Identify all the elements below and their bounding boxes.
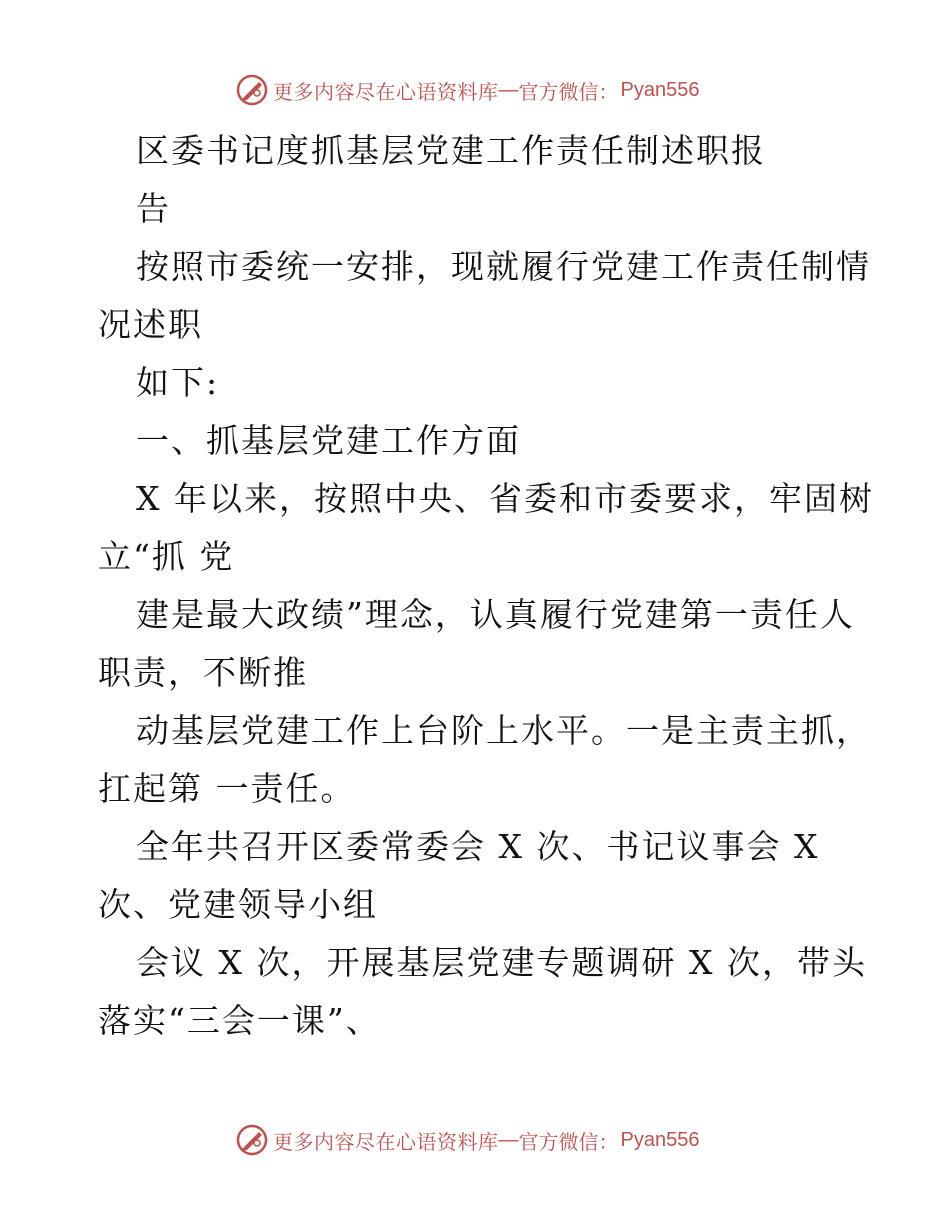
watermark-dash: — (498, 1128, 519, 1151)
watermark-wechat-label: 官方微信： (518, 79, 619, 104)
paragraph-line: 落实“三会一课”、 (98, 1001, 381, 1040)
paragraph-line: 扛起第 一责任。 (98, 769, 356, 808)
watermark-wechat-id: Pyan556 (620, 1128, 700, 1151)
paragraph-line: 职责，不断推 (98, 653, 308, 692)
header-watermark (235, 72, 699, 108)
document-body (98, 122, 874, 1050)
paragraph-line: 如下: (136, 363, 220, 402)
document-title-line-1: 区委书记度抓基层党建工作责任制述职报 (136, 131, 766, 170)
paragraph-line: 立“抓 党 (98, 537, 235, 576)
paragraph-line: 动基层党建工作上台阶上水平。一是主责主抓， (136, 711, 871, 750)
document-title-line-2: 告 (136, 189, 171, 228)
watermark-site-text: 更多内容尽在心语资料库 (273, 1129, 499, 1154)
watermark-site-text: 更多内容尽在心语资料库 (273, 79, 499, 104)
paragraph-line: 建是最大政绩”理念，认真履行党建第一责任人 (136, 595, 855, 634)
watermark-dash: — (498, 78, 519, 101)
watermark-wechat-label: 官方微信： (518, 1129, 619, 1154)
paragraph-line: 次、党建领导小组 (98, 885, 378, 924)
paragraph-line: 全年共召开区委常委会 X 次、书记议事会 X (136, 827, 820, 866)
paragraph-line: X 年以来，按照中央、省委和市委要求，牢固树 (136, 479, 874, 518)
paragraph-line: 按照市委统一安排，现就履行党建工作责任制情 (136, 247, 871, 286)
pen-logo-icon (235, 73, 269, 107)
paragraph-line: 况述职 (98, 305, 203, 344)
pen-logo-icon (235, 1123, 269, 1157)
paragraph-line: 会议 X 次，开展基层党建专题调研 X 次，带头 (136, 943, 867, 982)
watermark-wechat-id: Pyan556 (620, 78, 700, 101)
section-heading: 一、抓基层党建工作方面 (136, 421, 521, 460)
footer-watermark (235, 1122, 699, 1158)
